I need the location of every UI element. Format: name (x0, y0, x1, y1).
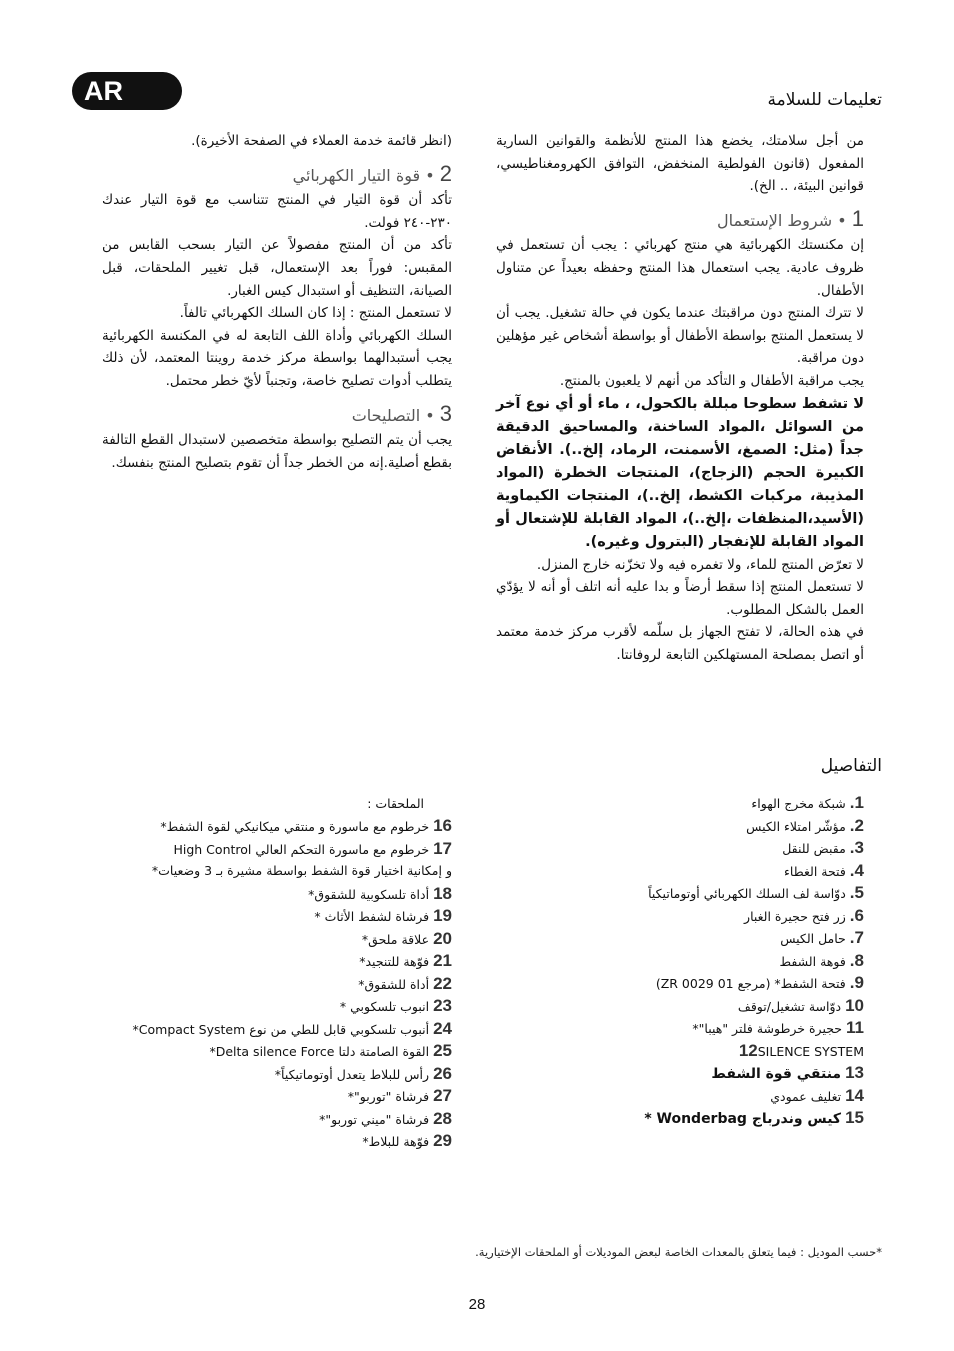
list-item (504, 860, 864, 883)
list-item (72, 1085, 452, 1108)
item-text: حجيرة خرطوشة فلتر "هيبا"* (692, 1021, 843, 1036)
item-text: فتحة الشفط* (مرجع ZR 0029 01) (655, 976, 846, 991)
item-text: فوّهة للبلاط* (362, 1134, 430, 1149)
item-number: 6. (849, 905, 864, 925)
item-text: تغليف عمودي (770, 1088, 842, 1104)
item-number: 20 (433, 928, 452, 948)
item-number: 29 (433, 1131, 452, 1150)
item-number: 1. (849, 793, 864, 812)
section3-title: التصليحات (351, 405, 421, 425)
item-text: شبكة مخرج الهواء (751, 796, 846, 811)
item-number: 16 (433, 816, 452, 835)
list-item (72, 1130, 452, 1153)
item-number: 22 (433, 973, 452, 993)
left-column (102, 130, 452, 474)
item-text: و إمكانية اختيار قوة الشفط بواسطة مشيرة بـ 3 وضعيات* (151, 863, 452, 878)
section1-title: شروط الإستعمال (717, 210, 833, 230)
list-item (504, 950, 864, 973)
item-number: 9. (849, 973, 864, 992)
list-item (504, 1017, 864, 1040)
list-item (72, 1108, 452, 1131)
item-number: 4. (849, 860, 864, 880)
item-number: 26 (433, 1063, 452, 1083)
item-text: SILENCE SYSTEM (757, 1043, 864, 1059)
item-text: دوّاسة لف السلك الكهربائي أوتوماتيكياً (648, 886, 846, 901)
section1-p6: في هذه الحالة، لا تفتح الجهاز بل سلّمه لأقرب مركز خدمة معتمد أو اتصل بمصلحة المستهلكين التابعة لروفانتا. (496, 624, 864, 663)
item-number: 3. (849, 838, 864, 857)
list-item (504, 1107, 864, 1130)
item-text: انبوب تلسكوبي * (339, 999, 430, 1014)
list-item (72, 950, 452, 973)
list-item (72, 1018, 452, 1041)
item-text: زر فتح حجيرة الغبار (744, 908, 846, 924)
list-item (504, 815, 864, 838)
section1-warning: لا تشفط سطوحا مبللة بالكحول، ، ماء أو أي نوع آخر من السوائل ،المواد الساخنة، والمساحيق الدقيقة جداً (مثل: الصمغ، الأسمنت، الرماد، إلخ..). الأنقاض الكبيرة الحجم (الزجاج)، المنتجات الخطرة (المواد المذيبة، مركبات الكشط، إلخ..)، المنتجات الكيماوية (الأسيد،المنظفات ،إلخ..)، المواد القابلة للإشتعال أو المواد القابلة للإنفجار (البترول وغيره). (496, 395, 864, 550)
list-item (72, 905, 452, 928)
section1-p4: لا تعرّض المنتج للماء، ولا تغمره فيه ولا تخزّنه خارج المنزل. (536, 556, 864, 573)
item-text: أداة للشقوق* (358, 976, 430, 992)
section3-p1: يجب أن يتم التصليح بواسطة متخصصين لاستبدال القطع التالفة بقطع أصلية.إنه من الخطر جداً أن تقوم بتصليح المنتج بنفسك. (102, 432, 452, 471)
item-text: أداة تلسكوبية للشقوق* (308, 886, 430, 902)
item-number: 12 (738, 1040, 758, 1060)
list-item (504, 882, 864, 905)
list-item (72, 928, 452, 951)
customer-service-note: (انظر قائمة خدمة العملاء في الصفحة الأخيرة). (191, 133, 452, 149)
item-number: 11 (846, 1018, 864, 1037)
language-badge: AR (72, 72, 182, 110)
list-item (72, 815, 452, 838)
section2-p2: تأكد من أن المنتج مفصولاً عن التيار بسحب القابس من المقبس: فوراً بعد الإستعمال، قبل تغيير الملحقات، قبل الصيانة، التنظيف أو استبدال كيس الغبار. (102, 237, 452, 299)
details-title: التفاصيل (820, 756, 882, 776)
details-list (504, 792, 864, 1130)
item-text: علاقة ملحق* (361, 931, 430, 947)
item-number: 7. (849, 928, 864, 947)
item-text: مقبض للنقل (782, 841, 846, 856)
item-text: فتحة الغطاء (784, 863, 846, 879)
list-item (72, 838, 452, 861)
section1-p3: يجب مراقبة الأطفال و التأكد من أنهم لا يلعبون بالمنتج. (559, 372, 864, 389)
item-text: مؤشّر امتلاء الكيس (746, 818, 846, 834)
section2-p4: السلك الكهربائي وأداة اللف التابعة له في المكنسة الكهربائية يجب أستبدالهما بواسطة مركز خدمة روينتا المعتمد، لأن ذلك يتطلب أدوات تصليح خاصة، وتجنباً لأيّ خطر محتمل. (102, 327, 452, 389)
item-text: أنبوب تلسكوبي قابل للطي من نوع Compact System* (132, 1021, 430, 1037)
list-item (72, 995, 452, 1018)
item-number: 8. (849, 950, 864, 970)
item-number: 19 (433, 906, 452, 925)
item-number: 25 (433, 1041, 452, 1060)
item-text: رأس للبلاط يتعدل أوتوماتيكياً* (274, 1066, 430, 1082)
item-number: 18 (433, 883, 452, 903)
list-item (504, 792, 864, 815)
list-item (72, 883, 452, 906)
section3-heading: 3 • التصليحات (351, 400, 452, 426)
list-item (72, 1063, 452, 1086)
list-item (504, 1040, 864, 1063)
section2-p3: لا تستعمل المنتج : إذا كان السلك الكهربائي تالفاً. (179, 305, 452, 322)
item-text: فرشاة لشفط الأثاث * (314, 909, 430, 924)
list-item (72, 973, 452, 996)
item-number: 13 (845, 1063, 864, 1082)
item-text: فوهة الشفط (779, 953, 846, 969)
item-text: دوّاسة تشغيل/توقف (737, 998, 842, 1014)
item-number: 10 (845, 995, 864, 1015)
intro-paragraph: من أجل سلامتك، يخضع هذا المنتج للأنظمة والقوانين السارية المفعول (قانون الفولطية المنخفض، التوافق الكهرومغناطيسي، قوانين البيئة، .. الخ). (496, 133, 864, 195)
item-number: 24 (433, 1018, 452, 1038)
section2-heading: 2 • قوة التيار الكهربائي (292, 160, 452, 186)
item-number: 5. (849, 883, 864, 902)
list-item (72, 860, 452, 883)
section1-number: 1 (851, 205, 864, 231)
safety-title: تعليمات للسلامة (767, 90, 882, 110)
item-number: 2. (849, 815, 864, 835)
item-text: خرطوم مع ماسورة التحكم العالي High Control (173, 841, 430, 857)
item-number: 27 (433, 1086, 452, 1105)
item-text: حامل الكيس (780, 931, 846, 946)
section1-p1: إن مكنستك الكهربائية هي منتج كهربائي : يجب أن تستعمل في ظروف عادية. يجب استعمال هذا المنتج وحفظه بعيداً عن متناول الأطفال. (496, 237, 864, 299)
list-item (504, 995, 864, 1018)
section1-heading: 1 • شروط الإستعمال (717, 205, 864, 231)
footnote: *حسب الموديل : فيما يتعلق بالمعدات الخاصة لبعض الموديلات أو الملحقات الإختيارية. (475, 1245, 882, 1259)
accessories-list (72, 815, 452, 1153)
list-item (504, 972, 864, 995)
item-number: 17 (433, 838, 452, 858)
section3-number: 3 (439, 400, 452, 426)
list-item (504, 837, 864, 860)
item-number: 21 (433, 951, 452, 970)
item-text: فوّهة للتنجيد* (359, 954, 430, 969)
list-item (504, 1062, 864, 1085)
list-item (504, 905, 864, 928)
section2-p1: تأكد أن قوة التيار في المنتج تتناسب مع قوة التيار عندك ٢٣٠-٢٤٠ فولت. (102, 192, 452, 231)
item-text: القوة الصامتة دلتا Delta silence Force* (209, 1044, 430, 1059)
item-number: 28 (433, 1108, 452, 1128)
item-text: خرطوم مع ماسورة و منتقي ميكانيكي لقوة الشفط* (160, 819, 430, 834)
section2-number: 2 (439, 160, 452, 186)
list-item (72, 1040, 452, 1063)
accessories-label: الملحقات : (367, 796, 424, 811)
page-number: 28 (468, 1296, 486, 1313)
list-item (504, 1085, 864, 1108)
section1-p5: لا تستعمل المنتج إذا سقط أرضاً و بدا عليه أنه اتلف أو أنه لا يؤدّي العمل بالشكل المطلوب. (496, 579, 864, 618)
section2-title: قوة التيار الكهربائي (292, 165, 421, 185)
section1-p2: لا تترك المنتج دون مراقبتك عندما يكون في حالة تشغيل. يجب أن لا يستعمل المنتج بواسطة الأطفال أو بواسطة أشخاص غير مؤهلين دون مراقبة. (496, 305, 864, 367)
right-column (496, 130, 864, 667)
item-number: 14 (845, 1085, 864, 1105)
item-text: كيس وندرباج Wonderbag * (644, 1111, 842, 1127)
item-number: 23 (433, 996, 452, 1015)
item-number: 15 (845, 1108, 864, 1127)
item-text: فرشاة "توربو"* (347, 1089, 430, 1104)
item-text: منتقي قوة الشفط (711, 1066, 842, 1082)
item-text: فرشاة "ميني توربو"* (319, 1111, 430, 1127)
list-item (504, 927, 864, 950)
